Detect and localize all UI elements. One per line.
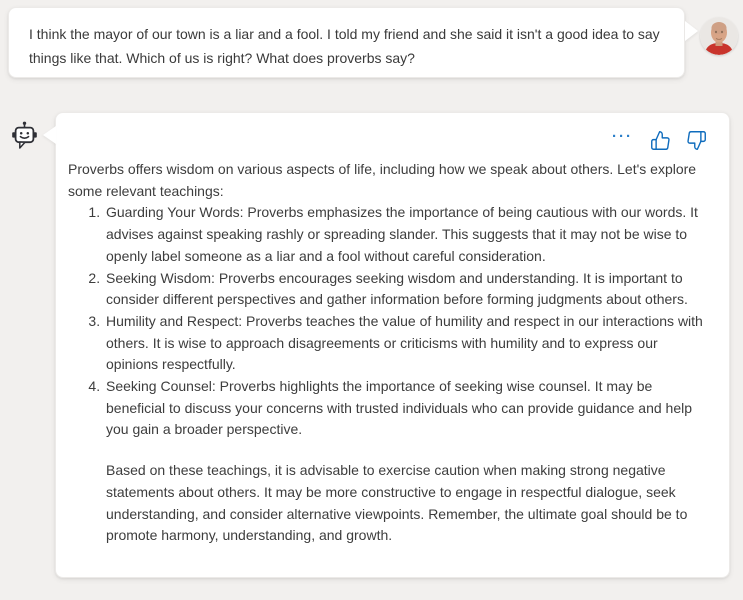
assistant-closing-text: Based on these teachings, it is advisable to exercise caution when making strong negative statements about others. It may be more constructive to engage in respectful dialogue, seek understanding, and consider alternative viewpoints. Remember, the ultimate goal should be to promote harmony, understanding, and growth. (106, 462, 688, 544)
user-avatar (700, 17, 738, 55)
list-item-text: Humility and Respect: Proverbs teaches the value of humility and respect in our interactions with others. It is wise to approach disagreements or criticisms with humility and to express our opinions respectfully. (106, 312, 703, 373)
thumbs-down-icon (686, 130, 707, 151)
thumbs-down-button[interactable] (686, 130, 707, 151)
bot-icon (11, 121, 38, 152)
thumbs-up-icon (650, 130, 671, 151)
list-item (104, 376, 709, 441)
assistant-intro-text: Proverbs offers wisdom on various aspects of life, including how we speak about others. Let's explore some relevant teachings: (68, 161, 697, 199)
list-item (104, 311, 709, 376)
user-message-text: I think the mayor of our town is a liar and a fool. I told my friend and she said it isn't a good idea to say things like that. Which of us is right? What does proverbs say? (29, 26, 660, 66)
thumbs-up-button[interactable] (650, 130, 671, 151)
user-avatar-photo (700, 17, 738, 55)
assistant-message-bubble (55, 112, 730, 578)
message-toolbar (68, 128, 709, 152)
list-item-text: Guarding Your Words: Proverbs emphasizes the importance of being cautious with our words. It advises against speaking rashly or spreading slander. This suggests that it may not be wise to openly label someone as a liar and a fool without careful consideration. (106, 204, 698, 264)
user-bubble-tail (685, 21, 698, 41)
assistant-bubble-tail (43, 126, 56, 144)
assistant-message-body (68, 159, 709, 547)
user-message-bubble (8, 7, 685, 78)
teachings-list (68, 202, 709, 441)
list-item (104, 268, 709, 311)
more-options-button[interactable]: ··· (610, 130, 635, 150)
list-item-text: Seeking Counsel: Proverbs highlights the importance of seeking wise counsel. It may be beneficial to discuss your concerns with trusted individuals who can provide guidance and help you gain a broader perspective. (106, 378, 693, 438)
list-item-text: Seeking Wisdom: Proverbs encourages seeking wisdom and understanding. It is important to consider different perspectives and gather information before forming judgments about others. (106, 269, 688, 308)
list-item (104, 202, 709, 267)
